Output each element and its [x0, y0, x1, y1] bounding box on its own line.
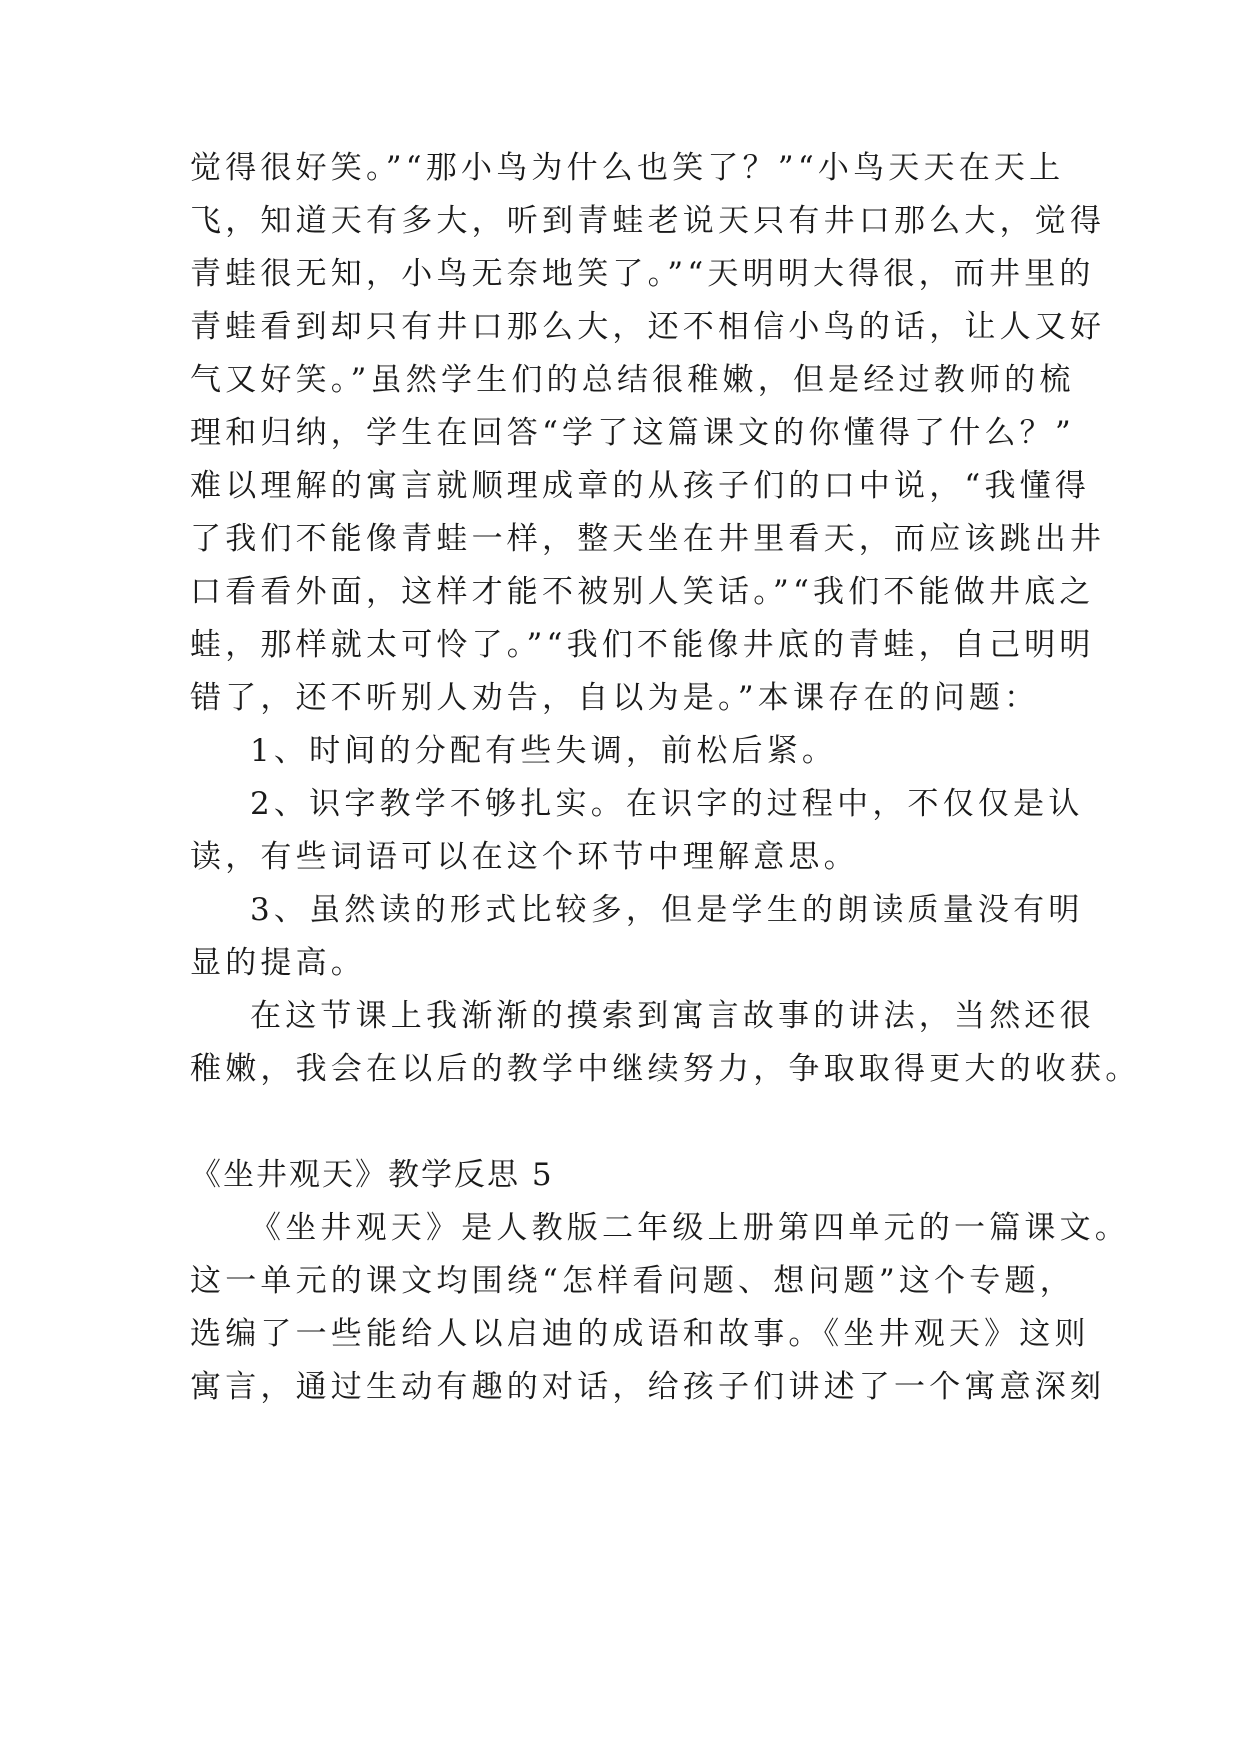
paragraph-start-2: 《坐井观天》是人教版二年级上册第四单元的一篇课文。	[250, 1210, 1130, 1246]
text-line-4: 青蛙看到却只有井口那么大，还不相信小鸟的话，让人又好	[190, 309, 1106, 345]
text-line-16: 显的提高。	[190, 945, 366, 981]
text-line-2: 飞，知道天有多大，听到青蛙老说天只有井口那么大，觉得	[190, 203, 1106, 239]
text-line-21: 这一单元的课文均围绕“怎样看问题、想问题”这个专题，	[190, 1263, 1075, 1299]
paragraph-start: 在这节课上我渐渐的摸索到寓言故事的讲法，当然还很	[250, 998, 1095, 1034]
text-line-10: 蛙，那样就太可怜了。”“我们不能像井底的青蛙，自己明明	[190, 627, 1095, 663]
text-line-22: 选编了一些能给人以启迪的成语和故事。《坐井观天》这则	[190, 1316, 1090, 1352]
text-line-14: 读，有些词语可以在这个环节中理解意思。	[190, 839, 859, 875]
text-line-1: 觉得很好笑。”“那小鸟为什么也笑了？”“小鸟天天在天上	[190, 150, 1065, 186]
text-line-6: 理和归纳，学生在回答“学了这篇课文的你懂得了什么？”	[190, 415, 1075, 451]
text-line-3: 青蛙很无知，小鸟无奈地笑了。”“天明明大得很，而井里的	[190, 256, 1095, 292]
text-line-5: 气又好笑。”虽然学生们的总结很稚嫩，但是经过教师的梳	[190, 362, 1075, 398]
text-line-11: 错了，还不听别人劝告，自以为是。”本课存在的问题：	[190, 680, 1040, 716]
text-line-8: 了我们不能像青蛙一样，整天坐在井里看天，而应该跳出井	[190, 521, 1106, 557]
text-line-18: 稚嫩，我会在以后的教学中继续努力，争取取得更大的收获。	[190, 1051, 1141, 1087]
text-line-9: 口看看外面，这样才能不被别人笑话。”“我们不能做井底之	[190, 574, 1095, 610]
list-item-1: 1、时间的分配有些失调，前松后紧。	[250, 733, 838, 769]
text-line-23: 寓言，通过生动有趣的对话，给孩子们讲述了一个寓意深刻	[190, 1369, 1106, 1405]
text-line-7: 难以理解的寓言就顺理成章的从孩子们的口中说，“我懂得	[190, 468, 1091, 504]
list-item-2: 2、识字教学不够扎实。在识字的过程中，不仅仅是认	[250, 786, 1084, 822]
list-item-3: 3、虽然读的形式比较多，但是学生的朗读质量没有明	[250, 892, 1084, 928]
section-heading: 《坐井观天》教学反思 5	[190, 1157, 554, 1193]
